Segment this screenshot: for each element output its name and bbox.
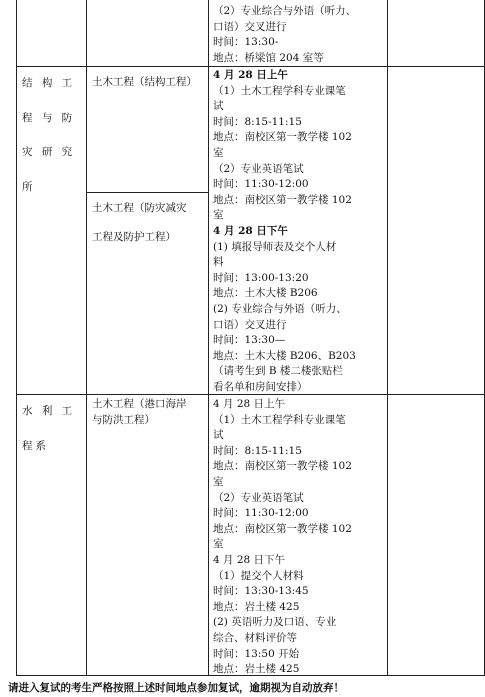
schedule-line: 口语）交叉进行 xyxy=(213,318,287,331)
column-divider-2 xyxy=(208,0,209,676)
table-border-left xyxy=(16,0,17,676)
schedule-line: 试 xyxy=(213,429,224,442)
schedule-line: 室 xyxy=(213,475,224,488)
major-line: 与防洪工程） xyxy=(92,413,155,426)
row-divider-major xyxy=(86,192,209,193)
schedule-line: （1）提交个人材料 xyxy=(213,569,304,582)
schedule-line: 室 xyxy=(213,538,224,551)
footer-notice: 请进入复试的考生严格按照上述时间地点参加复试，逾期视为自动放弃！ xyxy=(8,682,344,694)
schedule-line: 时间：11:30-12:00 xyxy=(213,507,309,520)
schedule-line: （2）专业英语笔试 xyxy=(213,162,304,175)
schedule-line: （1）土木工程学科专业课笔 xyxy=(213,413,346,426)
schedule-line: 地点：南校区第一教学楼 102 xyxy=(213,460,352,473)
schedule-line: 4 月 28 日上午 xyxy=(213,69,288,81)
schedule-line: （2）专业综合与外语（听力、 xyxy=(213,5,357,17)
schedule-line: 试 xyxy=(213,100,224,113)
schedule-line: 地点：土木大楼 B206 xyxy=(213,287,318,300)
schedule-line: （请考生到 B 楼二楼张贴栏 xyxy=(213,365,343,378)
department-line: 程系 xyxy=(22,439,49,452)
schedule-line: 综合、材料评价等 xyxy=(213,631,297,644)
schedule-line: （2）专业英语笔试 xyxy=(213,491,304,504)
major-line: 土木工程（防灾减灾 xyxy=(92,202,187,214)
schedule-line: 时间：11:30-12:00 xyxy=(213,178,309,191)
schedule-line: 时间：13:00-13:20 xyxy=(213,271,309,284)
schedule-line: 4 月 28 日下午 xyxy=(213,224,288,237)
major-port-coastal xyxy=(92,397,187,428)
major-structural-engineering xyxy=(92,75,197,91)
schedule-line: 地点：南校区第一教学楼 102 xyxy=(213,522,352,535)
schedule-line: 时间：13:30— xyxy=(213,334,286,347)
schedule-line: 口语）交叉进行 xyxy=(213,20,287,33)
schedule-line: 时间：13:30-13:45 xyxy=(213,585,309,598)
top-schedule-block xyxy=(213,4,385,66)
schedule-line: 4 月 28 日上午 xyxy=(213,398,286,410)
department-structural xyxy=(22,76,75,214)
schedule-line: （1）土木工程学科专业课笔 xyxy=(213,84,346,97)
department-line: 灾 研 究 xyxy=(22,146,76,159)
major-line: 土木工程（港口海岸 xyxy=(92,398,187,410)
column-divider-3 xyxy=(387,0,388,676)
department-line: 所 xyxy=(22,180,36,193)
schedule-line: 室 xyxy=(213,209,224,222)
schedule-line: 料 xyxy=(213,256,224,269)
department-line: 结 构 工 xyxy=(22,77,76,89)
major-line: 工程及防护工程） xyxy=(92,230,176,243)
schedule-line: (2) 专业综合与外语（听力、 xyxy=(213,302,347,315)
schedule-line: 时间：8:15-11:15 xyxy=(213,444,302,457)
column-divider-1 xyxy=(86,0,87,676)
major-line: 土木工程（结构工程） xyxy=(92,76,197,88)
schedule-line: 时间：8:15-11:15 xyxy=(213,115,302,128)
schedule-line: 地点：土木大楼 B206、B203 xyxy=(213,349,356,362)
schedule-line: 地点：桥梁馆 204 室等 xyxy=(213,51,324,64)
major-disaster-prevention xyxy=(92,201,187,245)
department-line: 程 与 防 xyxy=(22,111,76,124)
schedule-section-2 xyxy=(213,397,385,678)
schedule-line: 地点：南校区第一教学楼 102 xyxy=(213,131,352,144)
schedule-line: (1) 填报导师表及交个人材 xyxy=(213,240,337,253)
schedule-line: 地点：南校区第一教学楼 102 xyxy=(213,193,352,206)
schedule-line: 地点：岩土楼 425 xyxy=(213,663,300,676)
department-line: 水 利 工 xyxy=(22,405,76,417)
schedule-line: 地点：岩土楼 425 xyxy=(213,600,300,613)
schedule-line: 看名单和房间安排） xyxy=(213,380,308,393)
schedule-section-1 xyxy=(213,68,385,395)
schedule-line: 室 xyxy=(213,146,224,159)
schedule-line: 4 月 28 日下午 xyxy=(213,553,286,566)
schedule-line: 时间：13:30- xyxy=(213,36,279,49)
schedule-line: 时间：13:50 开始 xyxy=(213,647,300,660)
department-hydraulic xyxy=(22,404,75,473)
schedule-line: (2) 英语听力及口语、专业 xyxy=(213,616,337,629)
